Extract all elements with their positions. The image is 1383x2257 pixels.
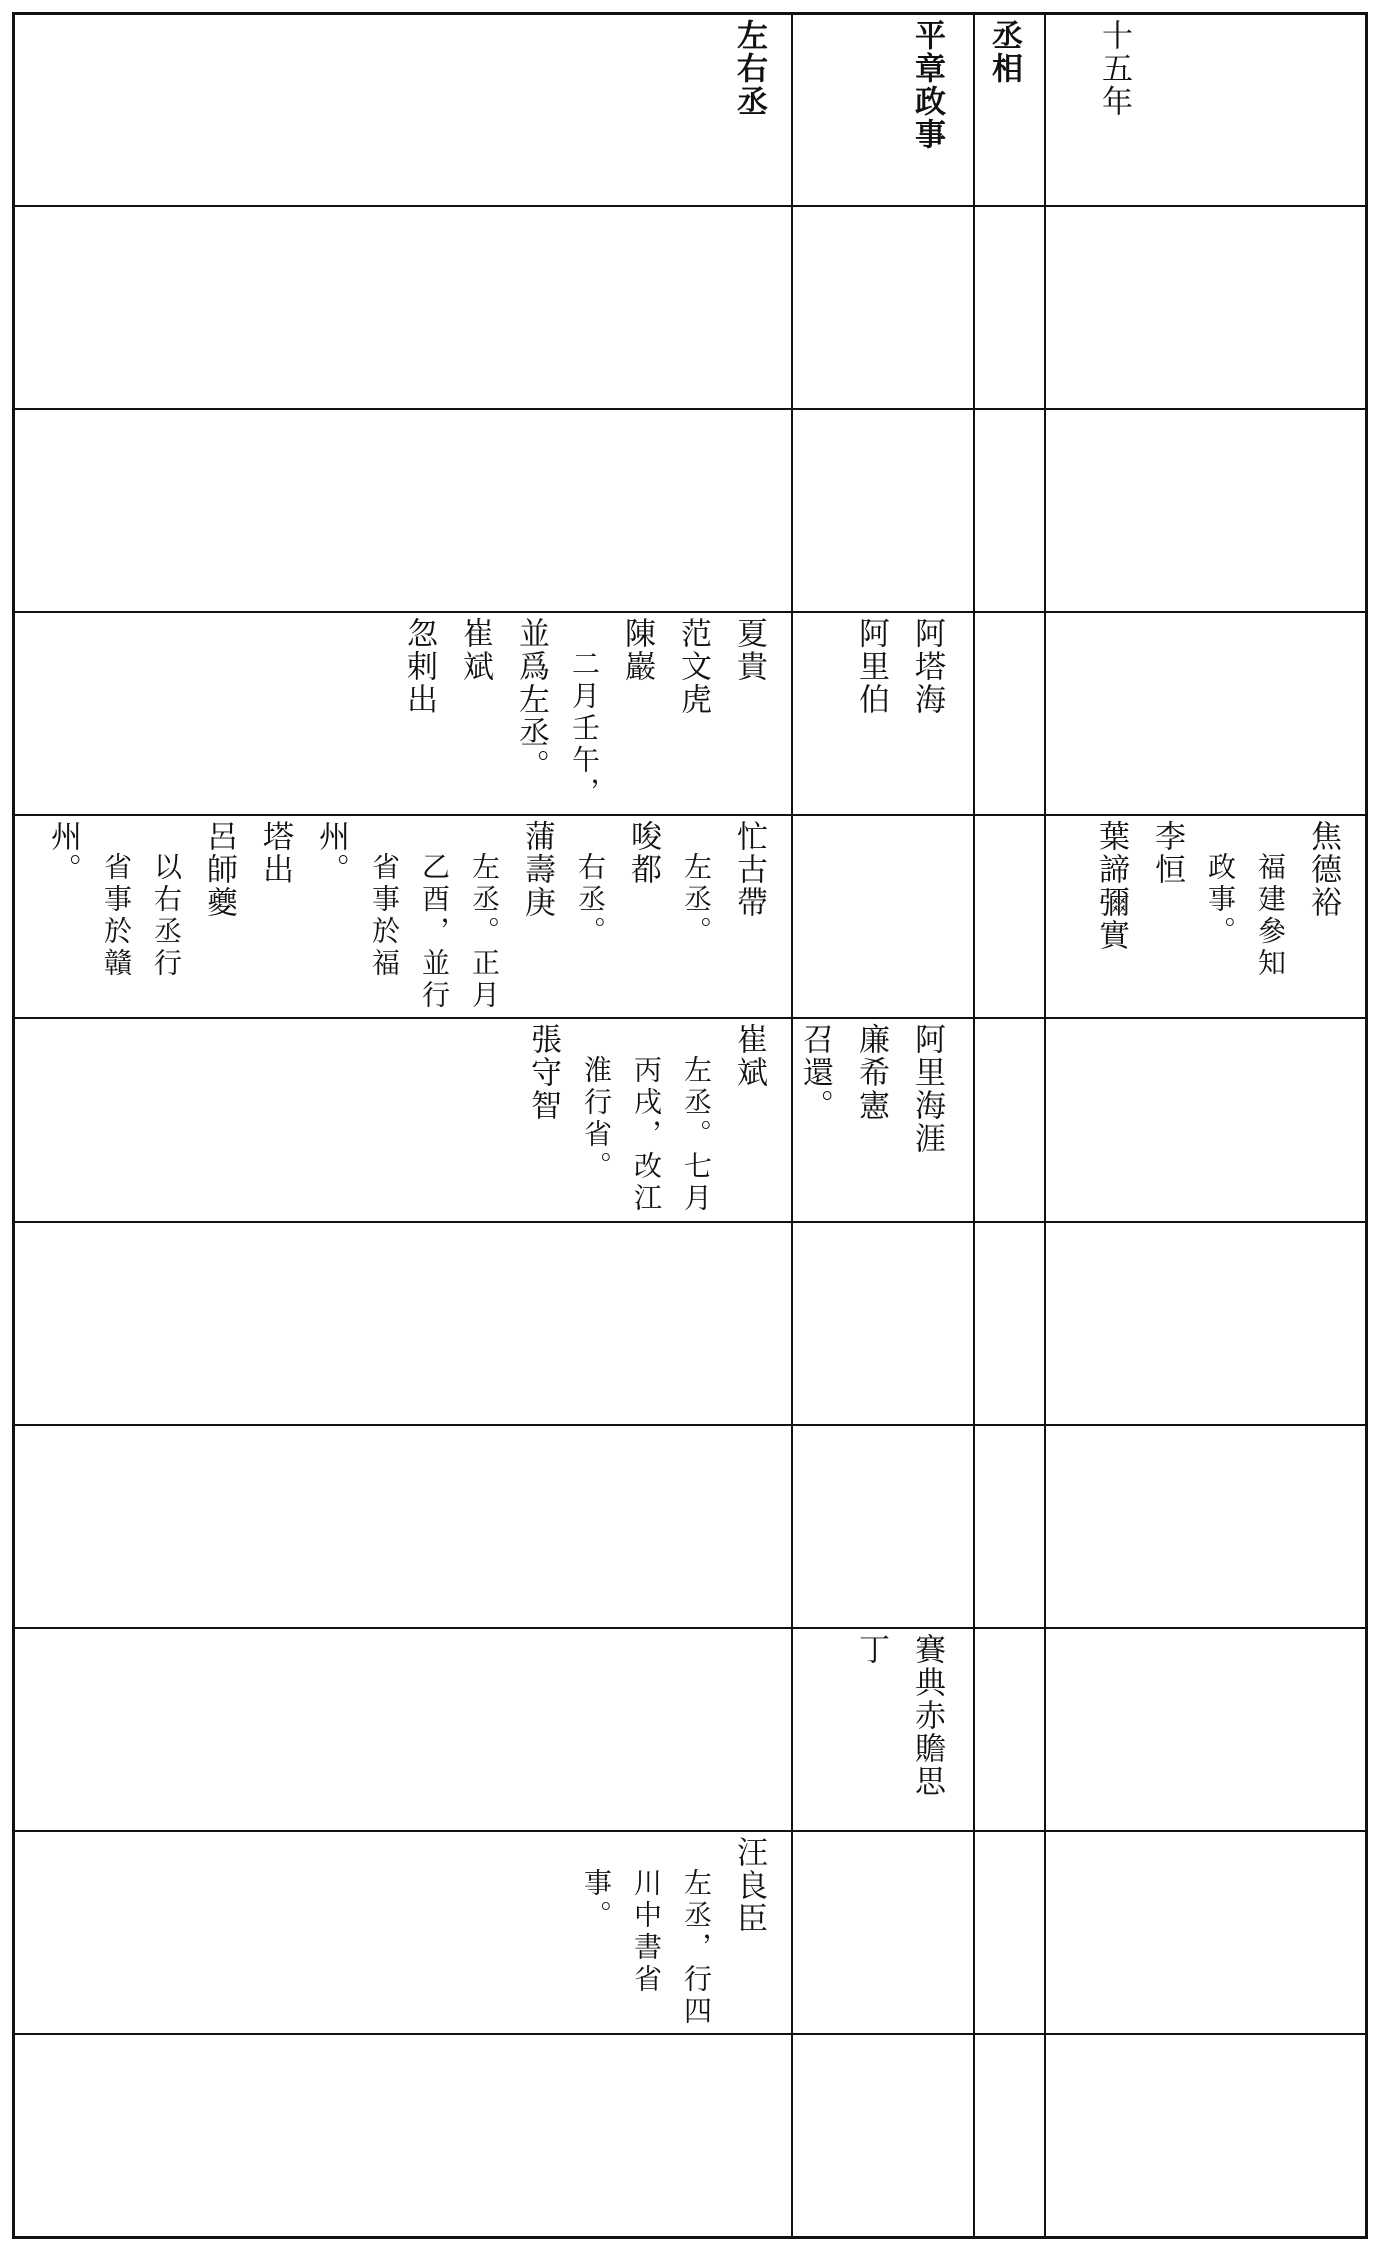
cell-pingzhang [793,211,973,406]
cell-year [1046,414,1365,609]
cell-chancellor [975,1430,1043,1625]
cell-chancellor [975,1633,1043,1828]
row-divider [15,1221,1365,1223]
cell-chancellor [975,1836,1043,2031]
text-column: 呂師夔 [201,820,237,920]
text-column: 左丞。 [680,820,713,949]
text-column: 崔斌 [731,1023,767,1090]
cell-pingzhang [793,1836,973,2031]
cell-pingzhang [793,1430,973,1625]
cell-chancellor [975,1023,1043,1218]
text-column: 省事於福 [368,820,401,981]
header-zuoyoucheng-cell [15,19,791,205]
cell-cheng [15,1430,791,1625]
text-column: 左丞。正月 [468,820,501,1013]
header-year-cell [1045,19,1160,205]
cell-chancellor [975,2039,1043,2234]
cell-year [1046,1430,1365,1625]
cell-chancellor [975,211,1043,406]
cell-pingzhang [793,820,973,1015]
text-column: 丁 [853,1632,889,1666]
cell-pingzhang [793,1023,973,1218]
text-column: 二月壬午， [568,617,601,810]
text-column: 左丞。七月 [680,1023,713,1216]
row-divider [15,2033,1365,2035]
cell-cheng [15,414,791,609]
text-column: 省事於贛 [100,820,133,981]
cell-pingzhang [793,1227,973,1422]
cell-year [1046,1836,1365,2031]
text-column: 阿里伯 [853,617,889,717]
cell-chancellor [975,1227,1043,1422]
cell-year [1046,617,1365,812]
text-column: 州。 [313,820,349,887]
text-column: 丙戌，改江 [630,1023,663,1216]
text-column: 張守智 [525,1023,561,1123]
text-column: 川中書省 [630,1835,663,1996]
text-column: 陳巖 [619,617,655,684]
text-column: 福建參知 [1254,820,1287,981]
cell-chancellor [975,820,1043,1015]
text-column: 李恒 [1149,820,1185,887]
row-divider [15,1424,1365,1426]
cell-chancellor [975,617,1043,812]
cell-year [1046,2039,1365,2234]
cell-cheng [15,2039,791,2234]
text-column: 政事。 [1204,820,1237,949]
header-year: 十五年 [1096,19,1132,118]
cell-cheng [15,1633,791,1828]
row-divider [15,408,1365,410]
text-column: 左丞，行四 [680,1835,713,2028]
cell-cheng [15,1836,791,2031]
text-column: 召還。 [797,1023,833,1123]
cell-chancellor [975,414,1043,609]
header-pingzhang-cell [793,19,973,205]
cell-pingzhang [793,1633,973,1828]
text-column: 唆都 [625,820,661,887]
text-column: 乙酉，並行 [418,820,451,1013]
text-column: 葉諦彌實 [1093,820,1129,953]
text-column: 淮行省。 [580,1023,613,1184]
row-divider [15,1017,1365,1019]
text-column: 塔出 [257,820,293,887]
cell-year [1046,1227,1365,1422]
table-page [12,12,1368,2239]
text-column: 右丞。 [574,820,607,949]
header-chancellor: 丞相 [986,19,1022,85]
row-divider [15,1830,1365,1832]
cell-cheng [15,617,791,812]
cell-cheng [15,211,791,406]
header-pingzhang: 平章政事 [909,19,945,151]
text-column: 夏貴 [731,617,767,684]
cell-cheng [15,1227,791,1422]
row-divider [15,1627,1365,1629]
cell-pingzhang [793,617,973,812]
text-column: 蒲壽庚 [519,820,555,920]
cell-year [1046,211,1365,406]
header-chancellor-cell [974,19,1044,205]
cell-pingzhang [793,414,973,609]
text-column: 崔斌 [457,617,493,684]
text-column: 並爲左丞。 [513,617,549,783]
text-column: 廉希憲 [853,1023,889,1123]
text-column: 范文虎 [675,617,711,717]
row-divider [15,205,1365,207]
text-column: 以右丞行 [150,820,183,981]
text-column: 阿里海涯 [909,1023,945,1156]
text-column: 阿塔海 [909,617,945,717]
text-column: 焦德裕 [1305,820,1341,920]
text-column: 賽典赤贍思 [909,1632,945,1798]
cell-year [1046,820,1365,1015]
cell-year [1046,1023,1365,1218]
text-column: 忽剌出 [401,617,437,717]
cell-cheng [15,1023,791,1218]
cell-pingzhang [793,2039,973,2234]
text-column: 州。 [45,820,81,887]
cell-year [1046,1633,1365,1828]
text-column: 忙古帶 [731,820,767,920]
official-table-grid [15,15,1365,2236]
cell-cheng [15,820,791,1015]
row-divider [15,814,1365,816]
header-zuoyoucheng: 左右丞 [731,19,767,118]
text-column: 汪良臣 [731,1835,767,1935]
row-divider [15,611,1365,613]
text-column: 事。 [580,1835,613,1932]
